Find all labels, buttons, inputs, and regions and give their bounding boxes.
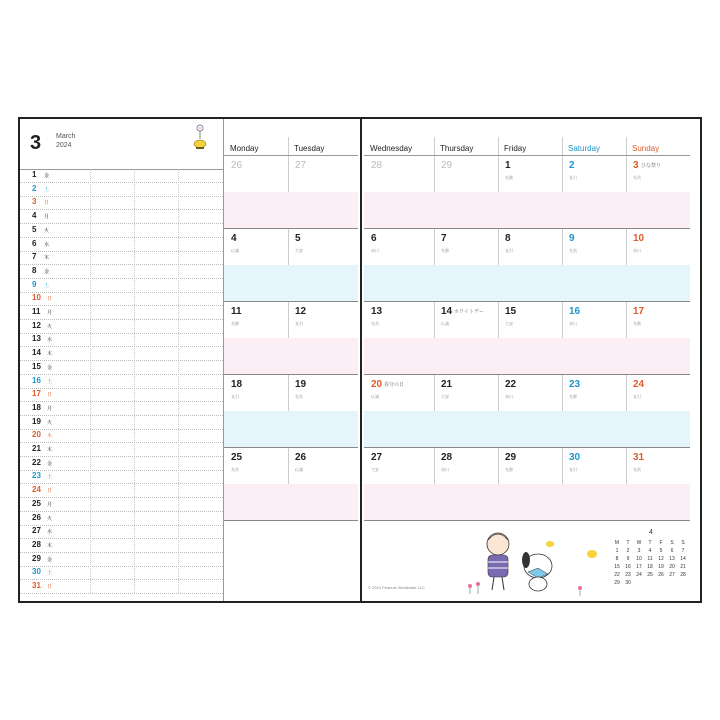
rokuyo-label: 先勝 [441, 248, 449, 253]
day-cell[interactable] [434, 448, 498, 521]
day-weekday: 金 [47, 364, 53, 371]
rokuyo-label: 先勝 [569, 394, 577, 399]
day-cell-number: 9 [569, 233, 575, 244]
day-weekday: 土 [44, 282, 50, 289]
day-cell[interactable] [626, 375, 690, 448]
holiday-label: ひな祭り [641, 163, 662, 169]
day-row[interactable] [20, 539, 223, 553]
day-row[interactable] [20, 429, 223, 443]
mini-calendar-day: 5 [659, 548, 663, 554]
rokuyo-label: 大安 [505, 321, 513, 326]
day-cell[interactable] [364, 302, 434, 375]
day-weekday: 日 [47, 584, 53, 590]
month-year: 2024 [56, 142, 72, 149]
day-number: 27 [32, 526, 41, 536]
day-cell[interactable] [288, 156, 358, 229]
rokuyo-label: 仏滅 [441, 321, 449, 326]
mini-calendar-day: 8 [615, 556, 619, 562]
mini-calendar-day: 1 [615, 548, 619, 554]
mini-calendar-weekday: S [670, 540, 674, 546]
day-cell-number: 27 [295, 160, 307, 171]
day-cell[interactable] [224, 302, 288, 375]
woodstock-flower-illustration [192, 123, 208, 151]
day-weekday: 木 [47, 447, 53, 453]
day-number: 18 [32, 402, 41, 412]
mini-calendar-weekday: W [636, 540, 642, 546]
day-cell-number: 4 [231, 233, 237, 244]
day-weekday: 水 [47, 337, 53, 344]
day-cell[interactable] [224, 156, 288, 229]
day-cell-number: 7 [441, 233, 447, 244]
day-cell[interactable] [626, 448, 690, 521]
day-row[interactable] [20, 375, 223, 389]
rokuyo-label: 友引 [633, 394, 641, 399]
rokuyo-label: 赤口 [371, 248, 379, 253]
day-row[interactable] [20, 279, 223, 293]
day-cell[interactable] [224, 229, 288, 302]
mini-calendar-title: 4 [649, 529, 653, 536]
day-number: 17 [32, 389, 41, 399]
mini-calendar-day: 2 [626, 548, 630, 554]
day-cell[interactable] [224, 448, 288, 521]
day-cell[interactable] [288, 302, 358, 375]
rokuyo-label: 先勝 [231, 321, 239, 326]
day-weekday: 月 [47, 310, 53, 316]
day-cell-number: 21 [441, 379, 453, 390]
day-cell[interactable] [364, 229, 434, 302]
day-cell[interactable] [626, 156, 690, 229]
day-row[interactable] [20, 251, 223, 265]
mini-calendar-day: 11 [647, 556, 653, 562]
rokuyo-label: 大安 [295, 248, 303, 253]
day-cell[interactable] [434, 156, 498, 229]
day-cell[interactable] [498, 156, 562, 229]
day-weekday: 日 [47, 296, 53, 303]
mini-calendar-day: 26 [658, 572, 664, 578]
weekday-header: Monday [230, 144, 259, 153]
day-weekday: 水 [47, 529, 53, 536]
rokuyo-label: 先勝 [505, 175, 513, 180]
mini-calendar-day: 20 [669, 564, 675, 570]
rokuyo-label: 赤口 [505, 394, 513, 399]
day-cell[interactable] [434, 302, 498, 375]
day-cell[interactable] [288, 229, 358, 302]
day-cell-number: 25 [231, 452, 243, 463]
rokuyo-label: 友引 [569, 175, 577, 180]
day-number: 5 [32, 224, 37, 234]
day-row[interactable] [20, 402, 223, 416]
day-row[interactable] [20, 320, 223, 334]
day-cell-number: 6 [371, 233, 377, 244]
mini-calendar-day: 21 [680, 564, 686, 570]
day-weekday: 水 [47, 433, 53, 440]
holiday-label: 春分の日 [384, 382, 405, 388]
day-cell[interactable] [562, 229, 626, 302]
day-row[interactable] [20, 512, 223, 526]
day-cell[interactable] [288, 448, 358, 521]
day-number: 21 [32, 444, 41, 453]
day-number: 29 [32, 553, 41, 563]
day-row[interactable] [20, 347, 223, 361]
day-cell-number: 15 [505, 306, 517, 317]
day-cell[interactable] [288, 375, 358, 448]
rokuyo-label: 大安 [371, 467, 379, 472]
mini-calendar-day: 19 [658, 564, 664, 570]
day-number: 28 [32, 539, 41, 549]
day-list-divider [90, 169, 91, 593]
day-row[interactable] [20, 484, 223, 498]
rokuyo-label: 仏滅 [371, 394, 379, 399]
day-weekday: 木 [47, 351, 53, 358]
day-cell-number: 16 [569, 306, 581, 317]
day-number: 20 [32, 430, 41, 440]
day-number: 15 [32, 361, 41, 371]
rokuyo-label: 先負 [633, 467, 641, 472]
rokuyo-label: 友引 [231, 394, 239, 399]
day-cell-number: 20 [371, 379, 383, 390]
day-number: 26 [32, 512, 41, 522]
day-number: 6 [32, 238, 37, 248]
day-cell-number: 3 [633, 160, 639, 171]
day-weekday: 木 [47, 542, 53, 549]
mini-calendar-weekday: F [659, 540, 663, 546]
day-cell[interactable] [224, 375, 288, 448]
rokuyo-label: 友引 [295, 321, 303, 326]
rokuyo-label: 仏滅 [295, 467, 303, 472]
day-number: 25 [32, 498, 41, 508]
mini-calendar-day: 24 [636, 572, 642, 578]
day-list-divider [134, 169, 135, 593]
day-cell[interactable] [562, 375, 626, 448]
day-cell-number: 28 [441, 452, 453, 463]
day-cell-number: 31 [633, 452, 645, 463]
mini-calendar-day: 4 [648, 548, 652, 554]
rokuyo-label: 先勝 [633, 321, 641, 326]
day-number: 1 [32, 170, 37, 179]
rokuyo-label: 先負 [295, 394, 303, 399]
day-cell[interactable] [364, 375, 434, 448]
mini-calendar-day: 23 [625, 572, 631, 578]
day-weekday: 金 [44, 173, 50, 179]
mini-calendar-day: 13 [669, 556, 675, 562]
day-weekday: 日 [44, 200, 50, 207]
rokuyo-label: 友引 [505, 248, 513, 253]
day-row[interactable] [20, 210, 223, 224]
day-number: 2 [32, 183, 37, 193]
planner-spread [18, 117, 702, 603]
day-row[interactable] [20, 566, 223, 580]
day-row[interactable] [20, 224, 223, 238]
day-cell[interactable] [498, 229, 562, 302]
mini-calendar-day: 25 [647, 572, 653, 578]
day-cell-number: 14 [441, 306, 453, 317]
rokuyo-label: 先負 [371, 321, 379, 326]
day-number: 8 [32, 265, 37, 275]
month-number: 3 [30, 132, 42, 154]
day-row[interactable] [20, 470, 223, 484]
mini-calendar-day: 18 [647, 564, 653, 570]
day-cell-number: 24 [633, 379, 645, 390]
day-weekday: 火 [47, 323, 53, 330]
day-cell-number: 26 [231, 160, 243, 171]
mini-calendar-day: 29 [614, 580, 620, 586]
mini-calendar-day: 9 [626, 556, 630, 562]
day-row[interactable] [20, 183, 223, 197]
day-weekday: 土 [47, 474, 53, 481]
day-row[interactable] [20, 416, 223, 430]
day-weekday: 水 [44, 241, 50, 248]
day-cell[interactable] [364, 156, 434, 229]
day-cell-number: 29 [505, 452, 517, 463]
day-row[interactable] [20, 498, 223, 512]
day-number: 23 [32, 471, 41, 481]
rokuyo-label: 仏滅 [231, 248, 239, 253]
day-weekday: 金 [44, 268, 50, 275]
day-cell[interactable] [562, 302, 626, 375]
day-weekday: 金 [47, 556, 53, 563]
rokuyo-label: 先勝 [505, 467, 513, 472]
rokuyo-label: 先負 [231, 467, 239, 472]
day-cell-number: 23 [569, 379, 581, 390]
day-number: 4 [32, 211, 37, 221]
day-cell-number: 1 [505, 160, 511, 171]
weekday-header: Thursday [440, 144, 474, 153]
day-number: 14 [32, 348, 41, 358]
day-cell-number: 2 [569, 160, 575, 171]
day-row[interactable] [20, 333, 223, 347]
day-cell[interactable] [562, 156, 626, 229]
day-row[interactable] [20, 457, 223, 471]
mini-calendar-day: 7 [681, 548, 685, 554]
rokuyo-label: 先負 [569, 248, 577, 253]
day-cell-number: 8 [505, 233, 511, 244]
day-row[interactable] [20, 580, 223, 594]
day-number: 16 [32, 375, 41, 385]
day-weekday: 土 [47, 570, 53, 577]
mini-calendar-day: 14 [680, 556, 686, 562]
day-weekday: 月 [47, 405, 53, 412]
month-name: March [56, 133, 76, 140]
day-weekday: 火 [44, 227, 50, 234]
mini-calendar-day: 27 [669, 572, 675, 578]
day-number: 30 [32, 567, 41, 577]
rokuyo-label: 赤口 [633, 248, 641, 253]
day-cell-number: 11 [231, 306, 242, 317]
day-row[interactable] [20, 169, 223, 183]
mini-calendar-day: 10 [636, 556, 642, 562]
day-weekday: 土 [47, 378, 53, 385]
day-row[interactable] [20, 525, 223, 539]
day-row[interactable] [20, 443, 223, 457]
day-cell-number: 30 [569, 452, 581, 463]
day-cell-number: 12 [295, 306, 307, 317]
day-number: 9 [32, 279, 37, 289]
day-cell-number: 28 [371, 160, 383, 171]
day-weekday: 土 [44, 186, 50, 193]
day-cell-number: 18 [231, 379, 243, 390]
day-cell[interactable] [562, 448, 626, 521]
day-cell[interactable] [434, 375, 498, 448]
day-list-divider [178, 169, 179, 593]
mini-calendar-day: 6 [670, 548, 674, 554]
mini-calendar-day: 3 [637, 548, 641, 554]
weekday-header: Tuesday [294, 144, 325, 153]
day-weekday: 日 [47, 488, 53, 495]
day-cell-number: 19 [295, 379, 307, 390]
day-weekday: 火 [47, 515, 53, 522]
mini-calendar-day: 17 [636, 564, 642, 570]
mini-calendar-day: 22 [614, 572, 620, 578]
day-number: 13 [32, 334, 41, 344]
weekday-header: Sunday [632, 144, 660, 153]
day-row[interactable] [20, 361, 223, 375]
day-weekday: 日 [47, 392, 53, 399]
mini-calendar-day: 16 [625, 564, 631, 570]
day-cell[interactable] [498, 302, 562, 375]
weekday-header: Friday [504, 144, 527, 153]
copyright-text: © 2024 Peanuts Worldwide LLC [368, 585, 425, 590]
day-cell-number: 22 [505, 379, 517, 390]
rokuyo-label: 赤口 [569, 321, 577, 326]
mini-calendar-day: 15 [614, 564, 620, 570]
mini-calendar-weekday: S [681, 540, 685, 546]
rokuyo-label: 先負 [633, 175, 641, 180]
day-cell[interactable] [626, 302, 690, 375]
weekday-header: Wednesday [370, 144, 413, 153]
weekday-header: Saturday [568, 144, 601, 153]
day-weekday: 月 [44, 214, 50, 221]
rokuyo-label: 大安 [441, 394, 449, 399]
day-cell[interactable] [434, 229, 498, 302]
day-cell-number: 29 [441, 160, 453, 171]
day-number: 7 [32, 252, 37, 262]
mini-calendar-weekday: M [614, 540, 620, 546]
day-row[interactable] [20, 306, 223, 320]
day-cell-number: 13 [371, 306, 383, 317]
day-number: 24 [32, 485, 41, 495]
day-cell-number: 5 [295, 233, 301, 244]
day-cell-number: 17 [633, 306, 645, 317]
day-weekday: 木 [44, 255, 50, 262]
day-weekday: 月 [47, 501, 53, 508]
day-number: 10 [32, 293, 41, 303]
day-cell-number: 10 [633, 233, 645, 244]
day-cell[interactable] [498, 375, 562, 448]
day-row[interactable] [20, 238, 223, 252]
day-weekday: 金 [47, 460, 53, 467]
mini-calendar-day: 28 [680, 572, 686, 578]
day-number: 31 [32, 581, 41, 590]
peanuts-characters-illustration [440, 524, 610, 596]
day-row[interactable] [20, 292, 223, 306]
day-number: 12 [32, 320, 41, 330]
day-number: 22 [32, 457, 41, 467]
day-cell-number: 26 [295, 452, 307, 463]
day-row[interactable] [20, 388, 223, 402]
day-cell[interactable] [498, 448, 562, 521]
spine [360, 119, 362, 601]
mini-calendar-weekday: T [648, 540, 652, 546]
mini-calendar-day: 12 [658, 556, 664, 562]
day-number: 11 [32, 307, 41, 316]
day-row[interactable] [20, 553, 223, 567]
day-cell[interactable] [364, 448, 434, 521]
day-row[interactable] [20, 196, 223, 210]
day-cell[interactable] [626, 229, 690, 302]
rokuyo-label: 友引 [569, 467, 577, 472]
mini-calendar-day: 30 [625, 580, 631, 586]
day-number: 3 [32, 197, 37, 207]
day-number: 19 [32, 416, 41, 426]
day-cell-number: 27 [371, 452, 383, 463]
day-weekday: 火 [47, 419, 53, 426]
holiday-label: ホワイトデー [454, 309, 484, 315]
mini-calendar-weekday: T [626, 540, 630, 546]
day-row[interactable] [20, 265, 223, 279]
rokuyo-label: 赤口 [441, 467, 449, 472]
